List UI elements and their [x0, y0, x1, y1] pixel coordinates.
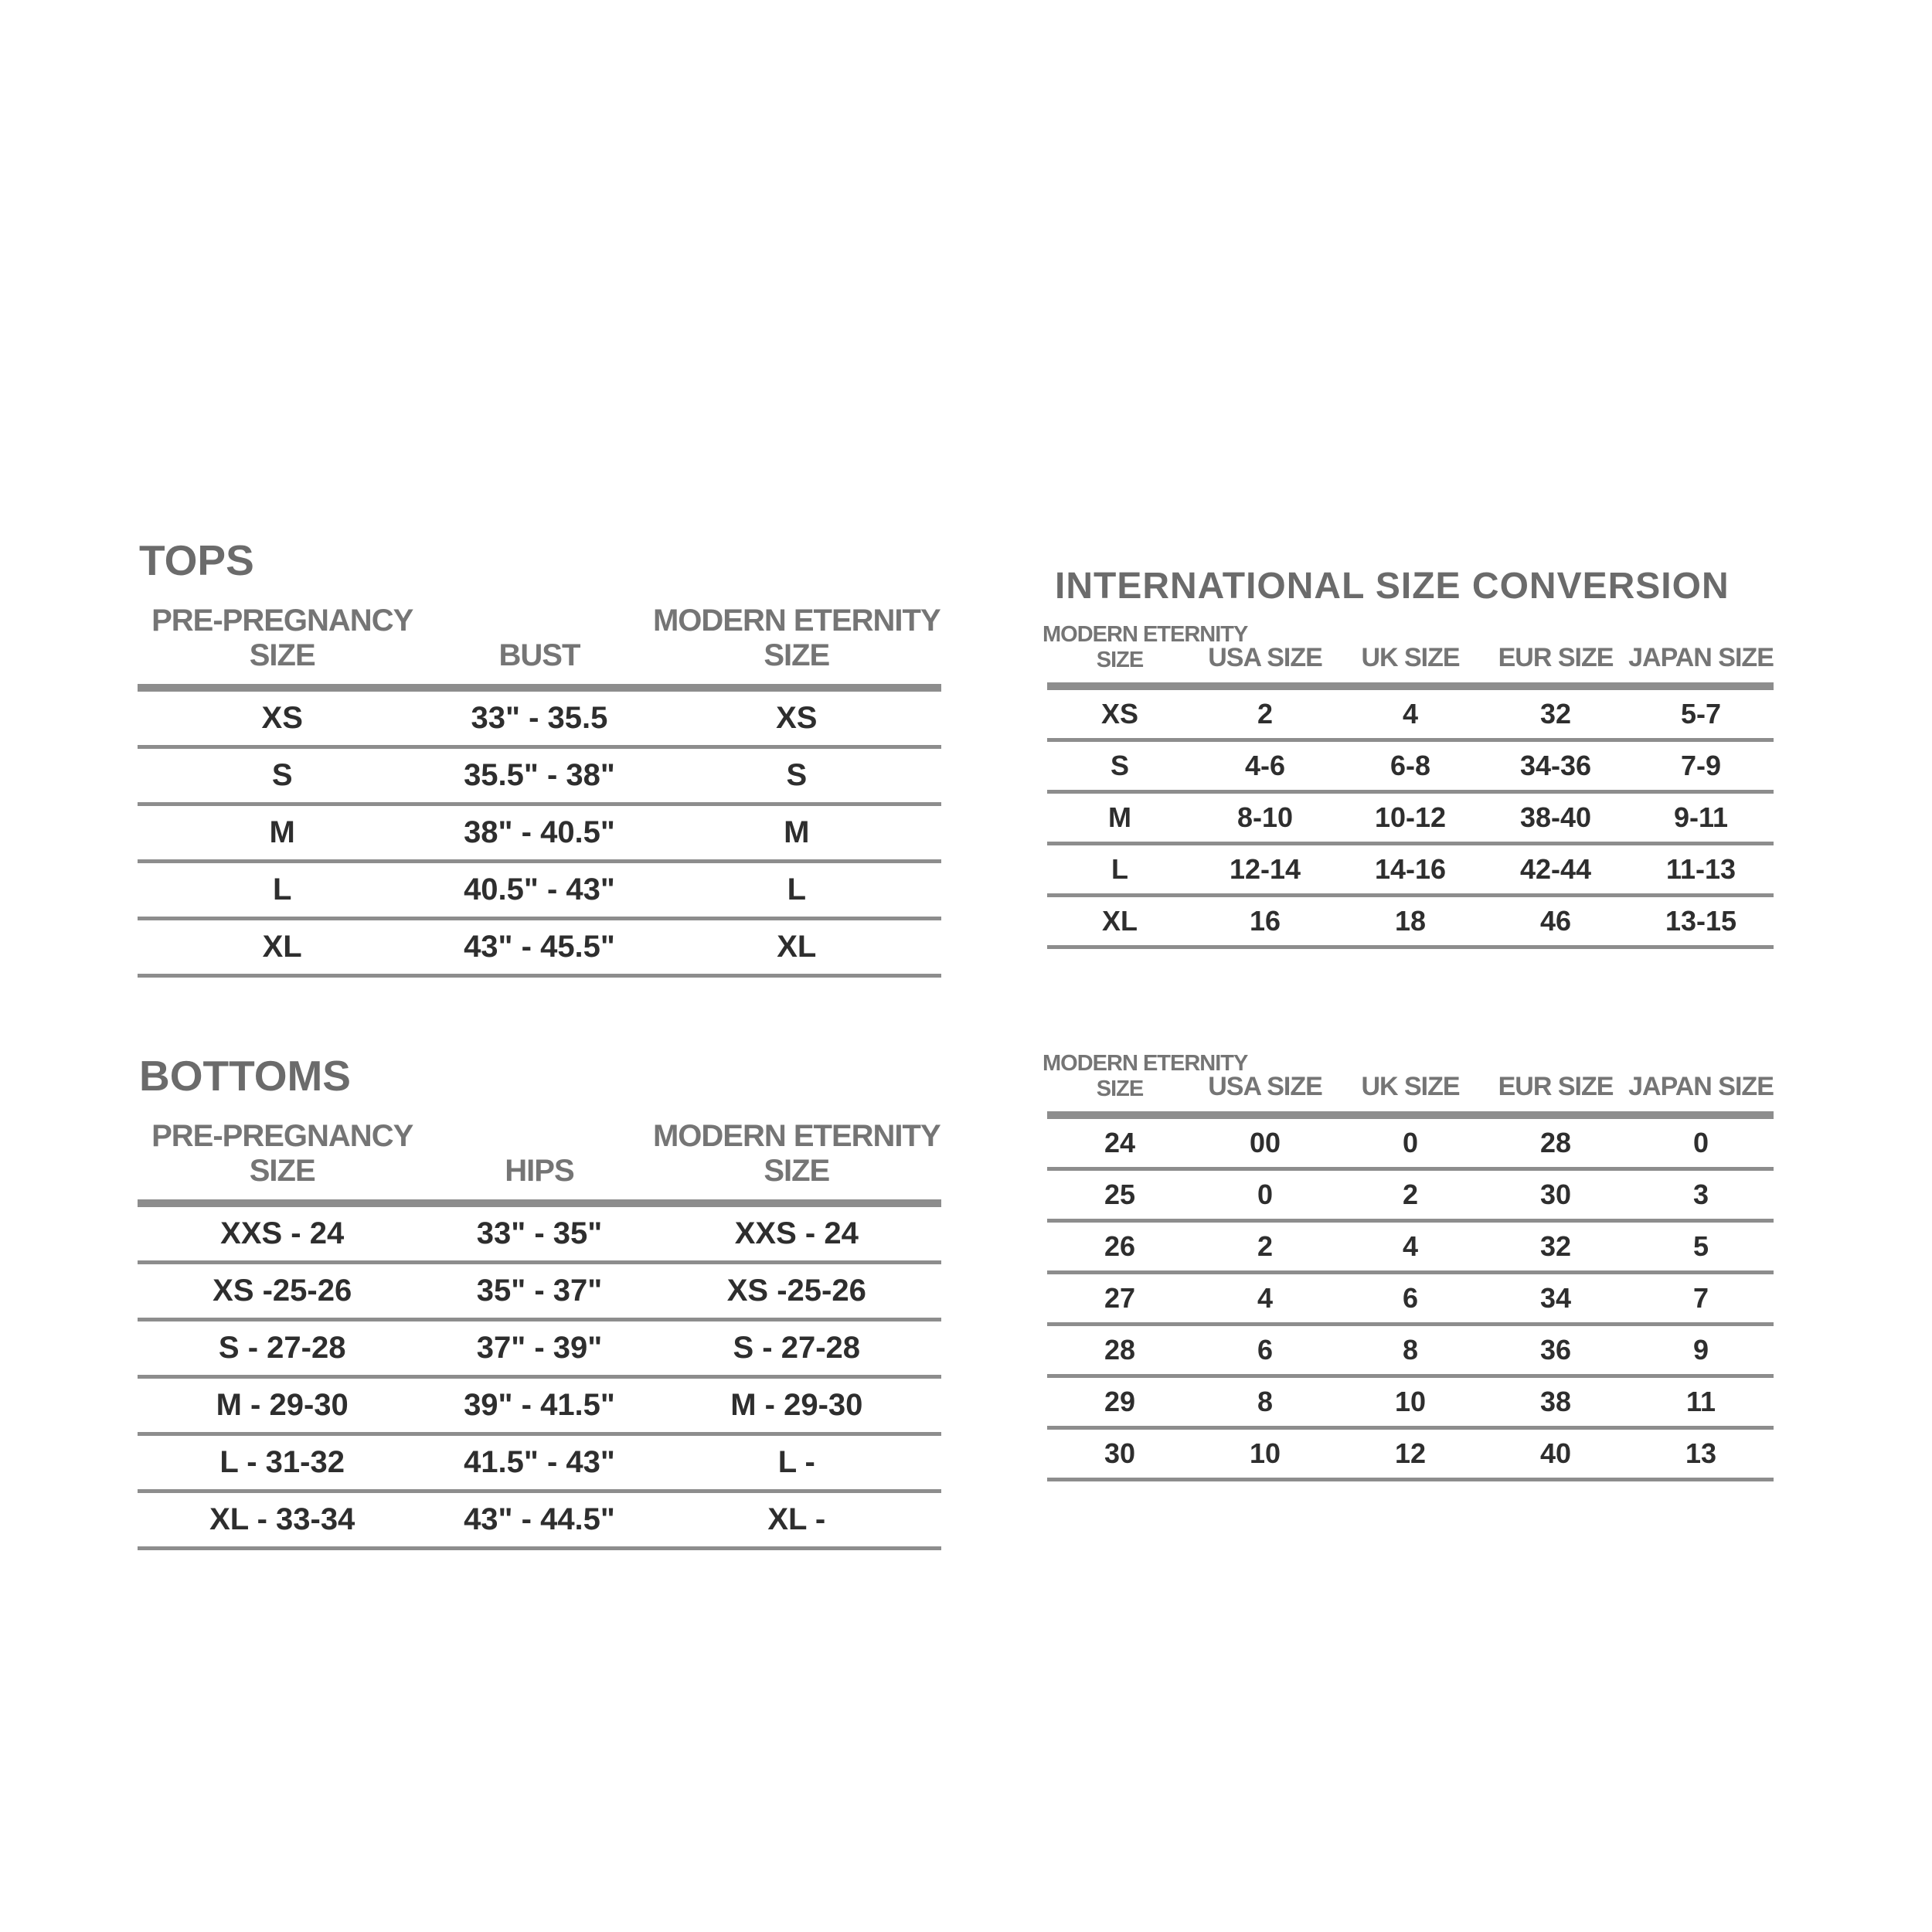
tops-table-body	[138, 688, 941, 976]
table-cell: M	[138, 804, 427, 862]
numeric-conversion-body	[1047, 1115, 1774, 1480]
table-header-row	[1047, 622, 1774, 686]
table-cell: XXS - 24	[652, 1203, 941, 1263]
table-cell: 8	[1192, 1376, 1338, 1428]
table-row	[1047, 1115, 1774, 1169]
table-cell: 13	[1628, 1428, 1774, 1480]
column-header-uk-size: UK SIZE	[1338, 622, 1483, 686]
table-cell: 33" - 35.5	[427, 688, 651, 747]
table-cell: 32	[1483, 686, 1628, 740]
table-cell: 4-6	[1192, 740, 1338, 792]
column-header-line2: SIZE	[1096, 1077, 1144, 1101]
column-header-japan-size: JAPAN SIZE	[1628, 622, 1774, 686]
table-row	[1047, 1221, 1774, 1273]
table-cell: L -	[652, 1434, 941, 1492]
table-cell: 11-13	[1628, 844, 1774, 896]
table-row	[138, 1377, 941, 1434]
right-column	[1043, 566, 1774, 1481]
table-row	[1047, 1325, 1774, 1376]
table-cell: 38	[1483, 1376, 1628, 1428]
table-cell: 2	[1338, 1169, 1483, 1221]
table-cell: 10-12	[1338, 792, 1483, 844]
table-cell: 46	[1483, 896, 1628, 947]
conversion-title: INTERNATIONAL SIZE CONVERSION	[1055, 566, 1730, 607]
column-header-modern-eternity-size	[1043, 1051, 1248, 1115]
table-cell: 39" - 41.5"	[427, 1377, 651, 1434]
column-header-pre-pregnancy-size: PRE-PREGNANCY SIZE	[138, 1119, 427, 1203]
table-cell: 27	[1047, 1273, 1192, 1325]
table-cell: L	[652, 862, 941, 919]
table-cell: S	[652, 747, 941, 804]
table-cell: 00	[1192, 1115, 1338, 1169]
table-row	[1047, 1376, 1774, 1428]
tops-section	[138, 536, 941, 978]
table-cell: 10	[1338, 1376, 1483, 1428]
table-row	[1047, 1273, 1774, 1325]
table-row	[138, 1263, 941, 1320]
table-cell: 8-10	[1192, 792, 1338, 844]
letter-conversion-header	[1043, 622, 1774, 686]
table-cell: 6-8	[1338, 740, 1483, 792]
table-row	[1047, 740, 1774, 792]
table-cell: XL	[138, 919, 427, 976]
table-cell: XL -	[652, 1492, 941, 1549]
table-cell: 28	[1047, 1325, 1192, 1376]
table-cell: 30	[1047, 1428, 1192, 1480]
table-cell: S - 27-28	[138, 1320, 427, 1377]
column-header-eur-size: EUR SIZE	[1483, 1051, 1628, 1115]
table-cell: M - 29-30	[138, 1377, 427, 1434]
table-cell: 0	[1338, 1115, 1483, 1169]
table-cell: 32	[1483, 1221, 1628, 1273]
table-cell: 38" - 40.5"	[427, 804, 651, 862]
table-cell: 38-40	[1483, 792, 1628, 844]
table-row	[1047, 896, 1774, 947]
table-cell: 8	[1338, 1325, 1483, 1376]
column-header-eur-size: EUR SIZE	[1483, 622, 1628, 686]
table-cell: 42-44	[1483, 844, 1628, 896]
table-header-row	[1047, 1051, 1774, 1115]
table-row	[1047, 844, 1774, 896]
table-cell: 9-11	[1628, 792, 1774, 844]
table-row	[1047, 1428, 1774, 1480]
table-cell: XS	[652, 688, 941, 747]
bottoms-title: BOTTOMS	[139, 1052, 351, 1100]
table-cell: 2	[1192, 686, 1338, 740]
table-cell: M - 29-30	[652, 1377, 941, 1434]
numeric-conversion-header	[1043, 1051, 1774, 1115]
table-cell: 9	[1628, 1325, 1774, 1376]
table-cell: 5	[1628, 1221, 1774, 1273]
table-cell: 2	[1192, 1221, 1338, 1273]
table-cell: 6	[1338, 1273, 1483, 1325]
table-cell: 43" - 45.5"	[427, 919, 651, 976]
table-cell: 29	[1047, 1376, 1192, 1428]
table-cell: XXS - 24	[138, 1203, 427, 1263]
letter-conversion-table	[1043, 622, 1774, 949]
left-column	[138, 536, 941, 1550]
table-header-row	[138, 1119, 941, 1203]
table-row	[138, 747, 941, 804]
table-cell: XS -25-26	[652, 1263, 941, 1320]
table-cell: 4	[1338, 686, 1483, 740]
table-cell: 13-15	[1628, 896, 1774, 947]
letter-conversion-body	[1047, 686, 1774, 947]
table-cell: S	[138, 747, 427, 804]
column-header-usa-size: USA SIZE	[1192, 1051, 1338, 1115]
table-cell: 37" - 39"	[427, 1320, 651, 1377]
table-row	[138, 1320, 941, 1377]
numeric-conversion-section	[1043, 1051, 1774, 1481]
numeric-conversion-table	[1043, 1051, 1774, 1481]
table-cell: 40.5" - 43"	[427, 862, 651, 919]
table-cell: 25	[1047, 1169, 1192, 1221]
table-row	[138, 919, 941, 976]
table-cell: 16	[1192, 896, 1338, 947]
table-cell: 34-36	[1483, 740, 1628, 792]
table-cell: XS	[1047, 686, 1192, 740]
table-cell: 10	[1192, 1428, 1338, 1480]
table-row	[138, 688, 941, 747]
column-header-line1: MODERN ETERNITY	[1043, 622, 1248, 647]
table-cell: 40	[1483, 1428, 1628, 1480]
bottoms-section	[138, 1052, 941, 1550]
column-header-pre-pregnancy-size: PRE-PREGNANCY SIZE	[138, 604, 427, 688]
table-cell: XS	[138, 688, 427, 747]
table-cell: M	[652, 804, 941, 862]
table-cell: 33" - 35"	[427, 1203, 651, 1263]
table-cell: 36	[1483, 1325, 1628, 1376]
column-header-modern-eternity-size: MODERN ETERNITY SIZE	[652, 604, 941, 688]
tops-table	[138, 604, 941, 978]
table-row	[138, 1434, 941, 1492]
table-cell: 6	[1192, 1325, 1338, 1376]
table-row	[138, 804, 941, 862]
table-cell: 12-14	[1192, 844, 1338, 896]
bottoms-table	[138, 1119, 941, 1550]
column-header-line1: MODERN ETERNITY	[1043, 1051, 1248, 1076]
table-cell: 14-16	[1338, 844, 1483, 896]
table-cell: 26	[1047, 1221, 1192, 1273]
column-header-line2: SIZE	[1096, 648, 1144, 672]
tops-table-header	[138, 604, 941, 688]
column-header-uk-size: UK SIZE	[1338, 1051, 1483, 1115]
table-cell: S - 27-28	[652, 1320, 941, 1377]
column-header-modern-eternity-size: MODERN ETERNITY SIZE	[652, 1119, 941, 1203]
table-cell: 28	[1483, 1115, 1628, 1169]
table-cell: 34	[1483, 1273, 1628, 1325]
table-cell: 0	[1192, 1169, 1338, 1221]
table-cell: 43" - 44.5"	[427, 1492, 651, 1549]
table-cell: XL	[652, 919, 941, 976]
table-cell: 4	[1192, 1273, 1338, 1325]
table-cell: 35" - 37"	[427, 1263, 651, 1320]
table-cell: XS -25-26	[138, 1263, 427, 1320]
column-header-hips: HIPS	[427, 1119, 651, 1203]
table-row	[138, 1492, 941, 1549]
bottoms-table-header	[138, 1119, 941, 1203]
tops-title: TOPS	[139, 536, 254, 584]
table-cell: L	[1047, 844, 1192, 896]
table-header-row	[138, 604, 941, 688]
table-row	[1047, 686, 1774, 740]
table-row	[1047, 1169, 1774, 1221]
table-cell: 7	[1628, 1273, 1774, 1325]
table-cell: 0	[1628, 1115, 1774, 1169]
table-cell: XL - 33-34	[138, 1492, 427, 1549]
column-header-usa-size: USA SIZE	[1192, 622, 1338, 686]
table-cell: M	[1047, 792, 1192, 844]
table-cell: 5-7	[1628, 686, 1774, 740]
table-cell: 30	[1483, 1169, 1628, 1221]
table-cell: 7-9	[1628, 740, 1774, 792]
table-cell: XL	[1047, 896, 1192, 947]
table-row	[138, 1203, 941, 1263]
table-row	[138, 862, 941, 919]
table-cell: L - 31-32	[138, 1434, 427, 1492]
table-cell: 12	[1338, 1428, 1483, 1480]
table-cell: S	[1047, 740, 1192, 792]
column-header-japan-size: JAPAN SIZE	[1628, 1051, 1774, 1115]
table-cell: 4	[1338, 1221, 1483, 1273]
letter-conversion-section	[1043, 622, 1774, 949]
table-row	[1047, 792, 1774, 844]
bottoms-table-body	[138, 1203, 941, 1549]
table-cell: 18	[1338, 896, 1483, 947]
table-cell: 11	[1628, 1376, 1774, 1428]
table-cell: 41.5" - 43"	[427, 1434, 651, 1492]
table-cell: L	[138, 862, 427, 919]
table-cell: 24	[1047, 1115, 1192, 1169]
table-cell: 35.5" - 38"	[427, 747, 651, 804]
table-cell: 3	[1628, 1169, 1774, 1221]
column-header-bust: BUST	[427, 604, 651, 688]
column-header-modern-eternity-size	[1043, 622, 1248, 686]
